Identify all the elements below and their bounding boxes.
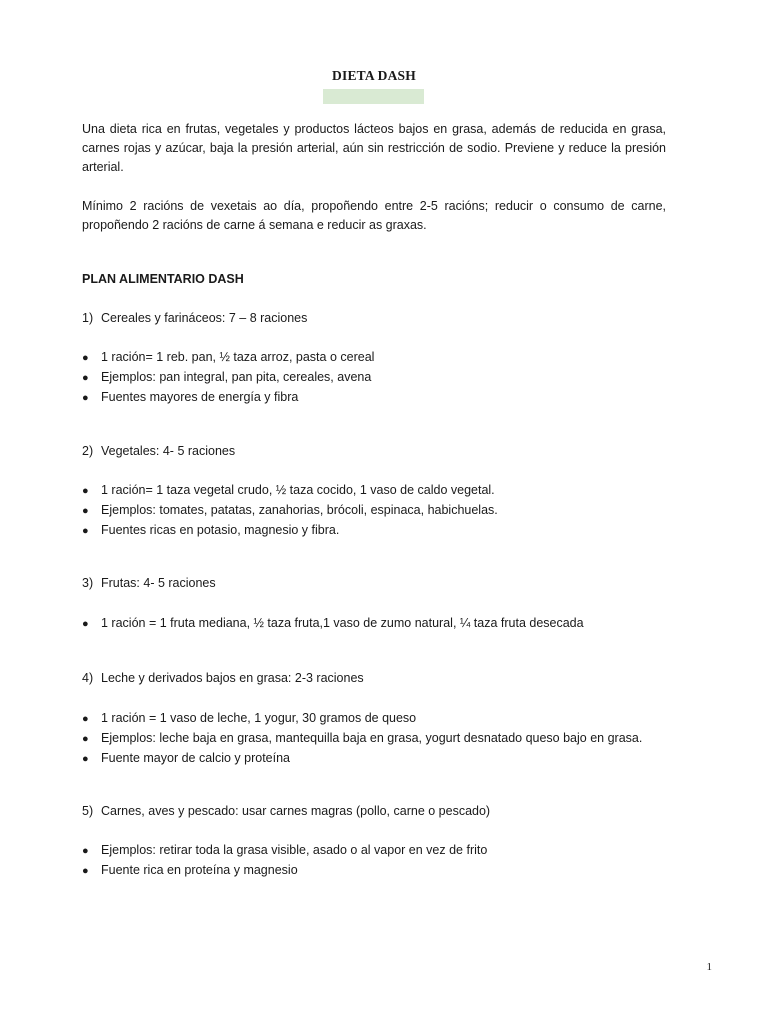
section-items bbox=[82, 709, 642, 769]
list-item: ● Fuentes ricas en potasio, magnesio y fibra. bbox=[82, 521, 498, 541]
section-title bbox=[82, 671, 364, 685]
section-title bbox=[82, 311, 307, 325]
list-item: ● 1 ración= 1 reb. pan, ½ taza arroz, pasta o cereal bbox=[82, 348, 374, 368]
list-item: ● 1 ración = 1 fruta mediana, ½ taza fruta,1 vaso de zumo natural, ¼ taza fruta desecada bbox=[82, 614, 584, 634]
bullet-icon: ● bbox=[82, 392, 89, 404]
bullet-icon: ● bbox=[82, 505, 89, 517]
bullet-icon: ● bbox=[82, 733, 89, 745]
section-items bbox=[82, 841, 487, 881]
section-title bbox=[82, 576, 216, 590]
section-title bbox=[82, 444, 235, 458]
section-number: 4) bbox=[82, 671, 94, 685]
list-item: ● 1 ración= 1 taza vegetal crudo, ½ taza cocido, 1 vaso de caldo vegetal. bbox=[82, 481, 498, 501]
section-number: 2) bbox=[82, 444, 94, 458]
intro-paragraph: Una dieta rica en frutas, vegetales y productos lácteos bajos en grasa, además de reducida en grasa, carnes rojas y azúcar, baja la presión arterial, aún sin restricción de sodio. Previene y reduce la presión arterial. bbox=[82, 122, 666, 174]
section-title-text: Carnes, aves y pescado: usar carnes magras (pollo, carne o pescado) bbox=[101, 804, 491, 818]
section-number: 3) bbox=[82, 576, 94, 590]
bullet-icon: ● bbox=[82, 485, 89, 497]
section-title bbox=[82, 804, 490, 818]
bullet-icon: ● bbox=[82, 713, 89, 725]
title-highlight-bar bbox=[323, 89, 424, 104]
list-item: ● Ejemplos: pan integral, pan pita, cereales, avena bbox=[82, 368, 374, 388]
bullet-icon: ● bbox=[82, 372, 89, 384]
list-item: ● Fuente rica en proteína y magnesio bbox=[82, 861, 487, 881]
bullet-icon: ● bbox=[82, 618, 89, 630]
bullet-icon: ● bbox=[82, 525, 89, 537]
page-number: 1 bbox=[706, 961, 712, 973]
section-items bbox=[82, 348, 374, 408]
bullet-icon: ● bbox=[82, 845, 89, 857]
bullet-icon: ● bbox=[82, 865, 89, 877]
bullet-icon: ● bbox=[82, 352, 89, 364]
list-item: ● 1 ración = 1 vaso de leche, 1 yogur, 30 gramos de queso bbox=[82, 709, 642, 729]
section-title-text: Leche y derivados bajos en grasa: 2-3 raciones bbox=[101, 671, 364, 685]
list-item: ● Ejemplos: retirar toda la grasa visible, asado o al vapor en vez de frito bbox=[82, 841, 487, 861]
document-title: DIETA DASH bbox=[332, 68, 416, 83]
section-number: 5) bbox=[82, 804, 94, 818]
list-item: ● Fuente mayor de calcio y proteína bbox=[82, 749, 642, 769]
section-items bbox=[82, 614, 584, 634]
plan-heading: PLAN ALIMENTARIO DASH bbox=[82, 272, 244, 286]
section-title-text: Vegetales: 4- 5 raciones bbox=[101, 444, 236, 458]
section-number: 1) bbox=[82, 311, 94, 325]
list-item: ● Fuentes mayores de energía y fibra bbox=[82, 388, 374, 408]
section-title-text: Frutas: 4- 5 raciones bbox=[101, 576, 216, 590]
document-page bbox=[82, 0, 666, 1024]
list-item: ● Ejemplos: leche baja en grasa, mantequilla baja en grasa, yogurt desnatado queso bajo en grasa. bbox=[82, 729, 642, 749]
recommendation-paragraph: Mínimo 2 racións de vexetais ao día, propoñendo entre 2-5 racións; reducir o consumo de carne, propoñendo 2 racións de carne á semana e reducir as graxas. bbox=[82, 199, 666, 232]
bullet-icon: ● bbox=[82, 753, 89, 765]
section-title-text: Cereales y farináceos: 7 – 8 raciones bbox=[101, 311, 308, 325]
section-items bbox=[82, 481, 498, 541]
list-item: ● Ejemplos: tomates, patatas, zanahorias, brócoli, espinaca, habichuelas. bbox=[82, 501, 498, 521]
